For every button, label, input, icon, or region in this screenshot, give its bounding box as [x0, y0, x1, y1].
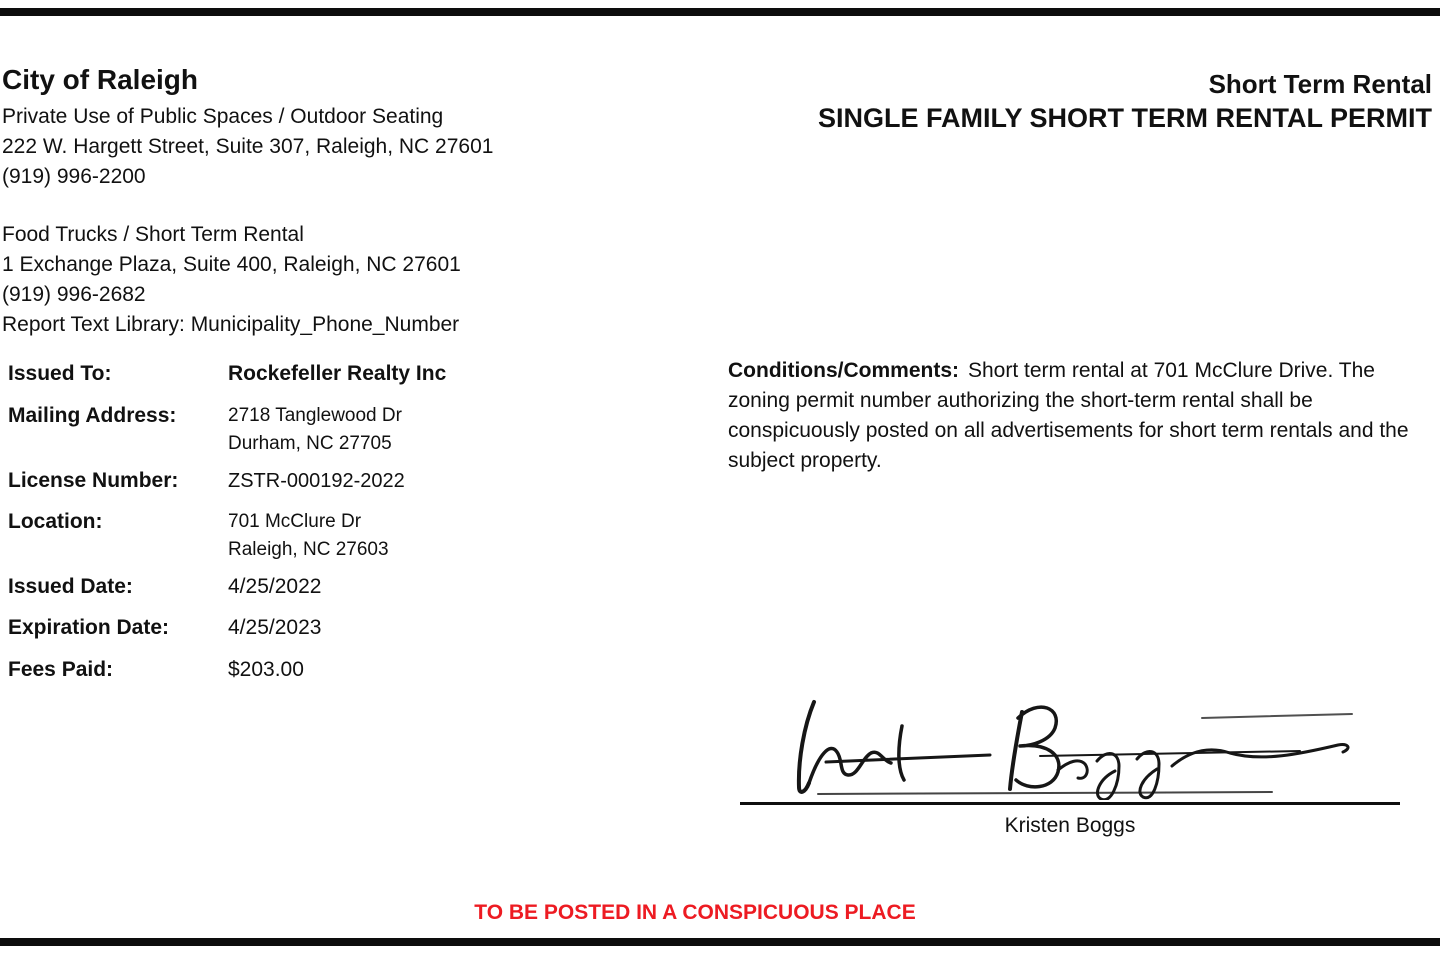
document-title-line1: Short Term Rental — [1208, 69, 1432, 99]
document-title — [818, 68, 1432, 136]
license-number-value: ZSTR-000192-2022 — [228, 470, 405, 492]
issuer-dept2-line: Food Trucks / Short Term Rental — [2, 223, 304, 246]
fees-paid-value: $203.00 — [228, 658, 304, 681]
detail-row-mailing-address — [8, 402, 668, 458]
signature-block — [740, 692, 1400, 841]
mailing-address-line2: Durham, NC 27705 — [228, 433, 392, 454]
mailing-address-line1: 2718 Tanglewood Dr — [228, 405, 402, 426]
license-number-label: License Number: — [8, 469, 179, 492]
expiration-date-label: Expiration Date: — [8, 616, 170, 639]
detail-row-license-number — [8, 467, 668, 495]
issued-date-value: 4/25/2022 — [228, 575, 322, 598]
location-line1: 701 McClure Dr — [228, 511, 362, 532]
detail-row-expiration-date — [8, 614, 668, 642]
issuer-block-gap — [2, 192, 622, 220]
location-line2: Raleigh, NC 27603 — [228, 539, 389, 560]
issuer-name: City of Raleigh — [2, 64, 199, 95]
issuer-header — [2, 64, 622, 340]
issuer-report-text-library: Report Text Library: Municipality_Phone_Number — [2, 313, 460, 336]
detail-row-fees-paid — [8, 656, 668, 684]
issued-date-label: Issued Date: — [8, 575, 133, 598]
detail-row-issued-date — [8, 573, 668, 601]
issuer-dept2-phone: (919) 996-2682 — [2, 283, 146, 306]
document-title-line2: SINGLE FAMILY SHORT TERM RENTAL PERMIT — [817, 103, 1432, 133]
fees-paid-label: Fees Paid: — [8, 658, 114, 681]
issuer-dept1-phone: (919) 996-2200 — [2, 165, 146, 188]
conditions-comments — [728, 356, 1440, 476]
posting-notice: TO BE POSTED IN A CONSPICUOUS PLACE — [474, 901, 916, 924]
mailing-address-label: Mailing Address: — [8, 404, 177, 427]
issued-to-label: Issued To: — [8, 362, 112, 385]
top-border-bar — [0, 8, 1440, 16]
signature-line — [740, 802, 1400, 805]
signature-handwriting — [740, 692, 1400, 800]
conditions-label: Conditions/Comments: — [728, 359, 959, 382]
expiration-date-value: 4/25/2023 — [228, 616, 322, 639]
signature-name: Kristen Boggs — [1004, 814, 1136, 837]
location-label: Location: — [8, 510, 103, 533]
conditions-text: Short term rental at 701 McClure Drive. The zoning permit number authorizing the short-term rental shall be conspicuously posted on all advertisements for short term rentals and the subject property. — [728, 359, 1409, 472]
detail-row-issued-to — [8, 360, 668, 388]
detail-row-location — [8, 508, 668, 564]
issuer-dept1-address: 222 W. Hargett Street, Suite 307, Raleigh, NC 27601 — [2, 135, 494, 158]
issued-to-value: Rockefeller Realty Inc — [228, 362, 447, 385]
bottom-border-bar — [0, 938, 1440, 946]
issuer-dept2-address: 1 Exchange Plaza, Suite 400, Raleigh, NC 27601 — [2, 253, 461, 276]
permit-details — [8, 360, 668, 684]
issuer-dept1-line: Private Use of Public Spaces / Outdoor Seating — [2, 105, 444, 128]
